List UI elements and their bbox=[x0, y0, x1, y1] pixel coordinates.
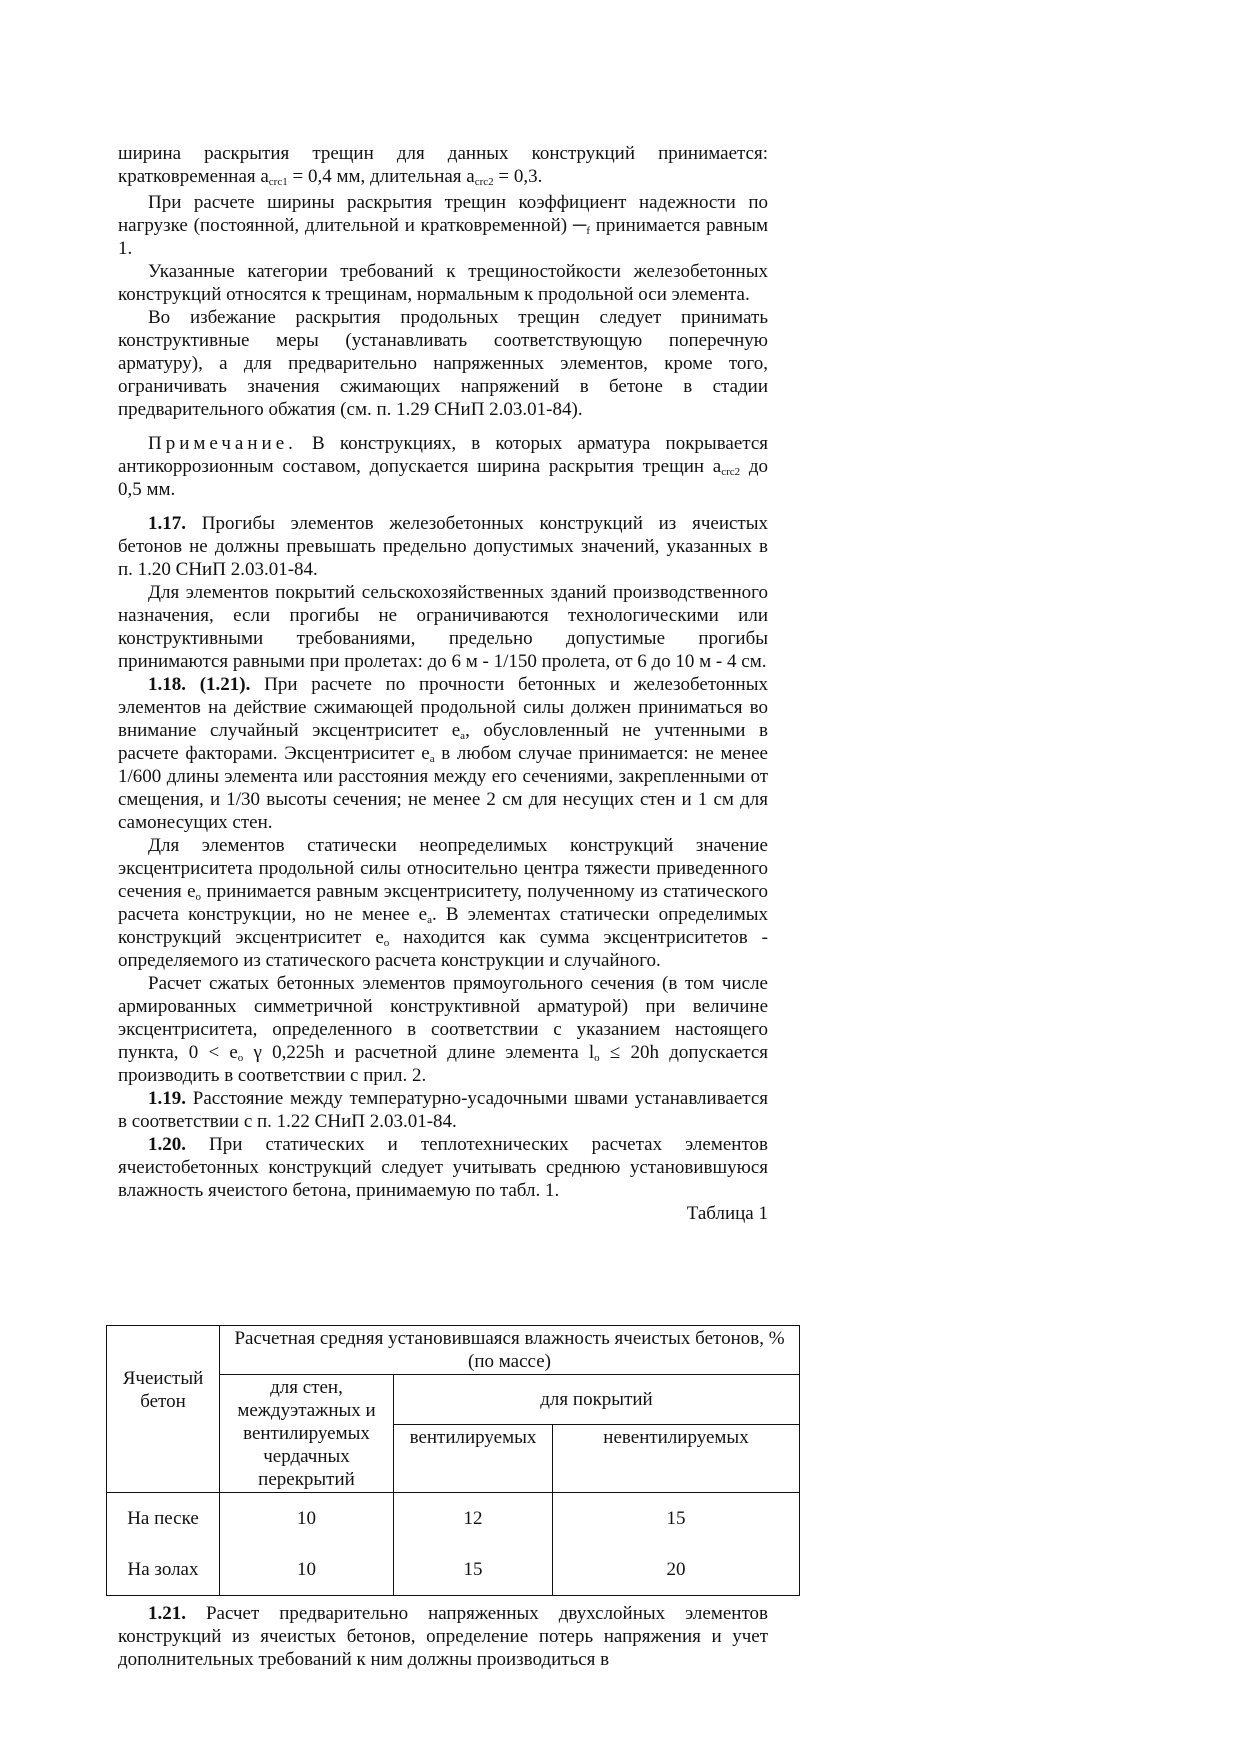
header-ventilated: вентилируемых bbox=[394, 1424, 553, 1492]
paragraph-indeterminate-structures: Для элементов статически неопределимых конструкций значение эксцентриситета продольной силы относительно центра тяжести приведенного сечения $e_o$ принимается равным эксцентриситету, полученному из статического расчета конструкции, но не менее $e_a$. В элементах статически определимых конструкций эксцентриситет $e_o$ находится как сумма эксцентриситетов - определяемого из статического расчета конструкции и случайного. bbox=[118, 835, 769, 971]
header-concrete-type: Ячеистый бетон bbox=[107, 1326, 220, 1493]
cell-ventilated: 12 bbox=[394, 1493, 553, 1545]
cell-walls: 10 bbox=[220, 1493, 394, 1545]
table-row bbox=[107, 1544, 800, 1596]
cell-ventilated: 15 bbox=[394, 1544, 553, 1596]
paragraph-longitudinal-cracks: Во избежание раскрытия продольных трещин следует принимать конструктивные меры (устанавливать соответствующую поперечную арматуру), а для предварительно напряженных элементов, кроме того, ограничивать значения сжимающих напряжений в бетоне в стадии предварительного обжатия (см. п. 1.29 СНиП 2.03.01-84). bbox=[118, 307, 768, 420]
header-group-humidity: Расчетная средняя установившаяся влажность ячеистых бетонов, % (по массе) bbox=[220, 1326, 800, 1375]
document-page bbox=[118, 142, 785, 1670]
section-1-17: 1.17. Прогибы элементов железобетонных конструкций из ячеистых бетонов не должны превышать предельно допустимых значений, указанных в п. 1.20 СНиП 2.03.01-84. bbox=[118, 513, 768, 580]
note-paragraph: Примечание. В конструкциях, в которых арматура покрывается антикоррозионным составом, допускается ширина раскрытия трещин $a_{crc2}$ до 0,5 мм. bbox=[118, 433, 768, 500]
section-1-19: 1.19. Расстояние между температурно-усадочными швами устанавливается в соответствии с п. 1.22 СНиП 2.03.01-84. bbox=[118, 1088, 768, 1132]
paragraph-reliability-coefficient: При расчете ширины раскрытия трещин коэффициент надежности по нагрузке (постоянной, длительной и кратковременной) $─_f$ принимается равным 1. bbox=[118, 192, 768, 259]
cell-non-ventilated: 15 bbox=[553, 1493, 800, 1545]
paragraph-compressed-elements: Расчет сжатых бетонных элементов прямоугольного сечения (в том числе армированных симметричной конструктивной арматурой) при величине эксцентриситета, определенного в соответствии с указанием настоящего пункта, $0 < e_o$ γ 0,225h и расчетной длине элемента $l_o \le 20h$ допускается производить в соответствии с прил. 2. bbox=[118, 973, 768, 1086]
humidity-table bbox=[106, 1325, 800, 1596]
header-roofs: для покрытий bbox=[394, 1375, 800, 1425]
cell-walls: 10 bbox=[220, 1544, 394, 1596]
table-row bbox=[107, 1493, 800, 1545]
note-label: Примечание. bbox=[148, 433, 297, 454]
paragraph-crack-width: ширина раскрытия трещин для данных конструкций принимается: кратковременная $a_{crc1} = 0,4$ мм, длительная $a_{crc2} = 0,3$. bbox=[118, 143, 768, 188]
header-walls: для стен, междуэтажных и вентилируемых чердачных перекрытий bbox=[220, 1375, 394, 1493]
row-name: На золах bbox=[107, 1544, 220, 1596]
table-caption: Таблица 1 bbox=[686, 1203, 768, 1224]
header-non-ventilated: невентилируемых bbox=[553, 1424, 800, 1492]
paragraph-requirement-categories: Указанные категории требований к трещиностойкости железобетонных конструкций относятся к трещинам, нормальным к продольной оси элемента. bbox=[118, 261, 768, 305]
paragraph-roof-deflections: Для элементов покрытий сельскохозяйственных зданий производственного назначения, если прогибы не ограничиваются технологическими или конструктивными требованиями, предельно допустимые прогибы принимаются равными при пролетах: до 6 м - 1/150 пролета, от 6 до 10 м - 4 см. bbox=[118, 582, 768, 672]
row-name: На песке bbox=[107, 1493, 220, 1545]
section-1-20: 1.20. При статических и теплотехнических расчетах элементов ячеистобетонных конструкций следует учитывать среднюю установившуюся влажность ячеистого бетона, принимаемую по табл. 1. bbox=[118, 1134, 768, 1201]
section-1-21: 1.21. Расчет предварительно напряженных двухслойных элементов конструкций из ячеистых бетонов, определение потерь напряжения и учет дополнительных требований к ним должны производиться в bbox=[118, 1603, 768, 1670]
cell-non-ventilated: 20 bbox=[553, 1544, 800, 1596]
section-1-18: 1.18. (1.21). При расчете по прочности бетонных и железобетонных элементов на действие сжимающей продольной силы должен приниматься во внимание случайный эксцентриситет $e_a$, обусловленный не учтенными в расчете факторами. Эксцентриситет $e_a$ в любом случае принимается: не менее 1/600 длины элемента или расстояния между его сечениями, закрепленными от смещения, и 1/30 высоты сечения; не менее 2 см для несущих стен и 1 см для самонесущих стен. bbox=[118, 674, 769, 833]
